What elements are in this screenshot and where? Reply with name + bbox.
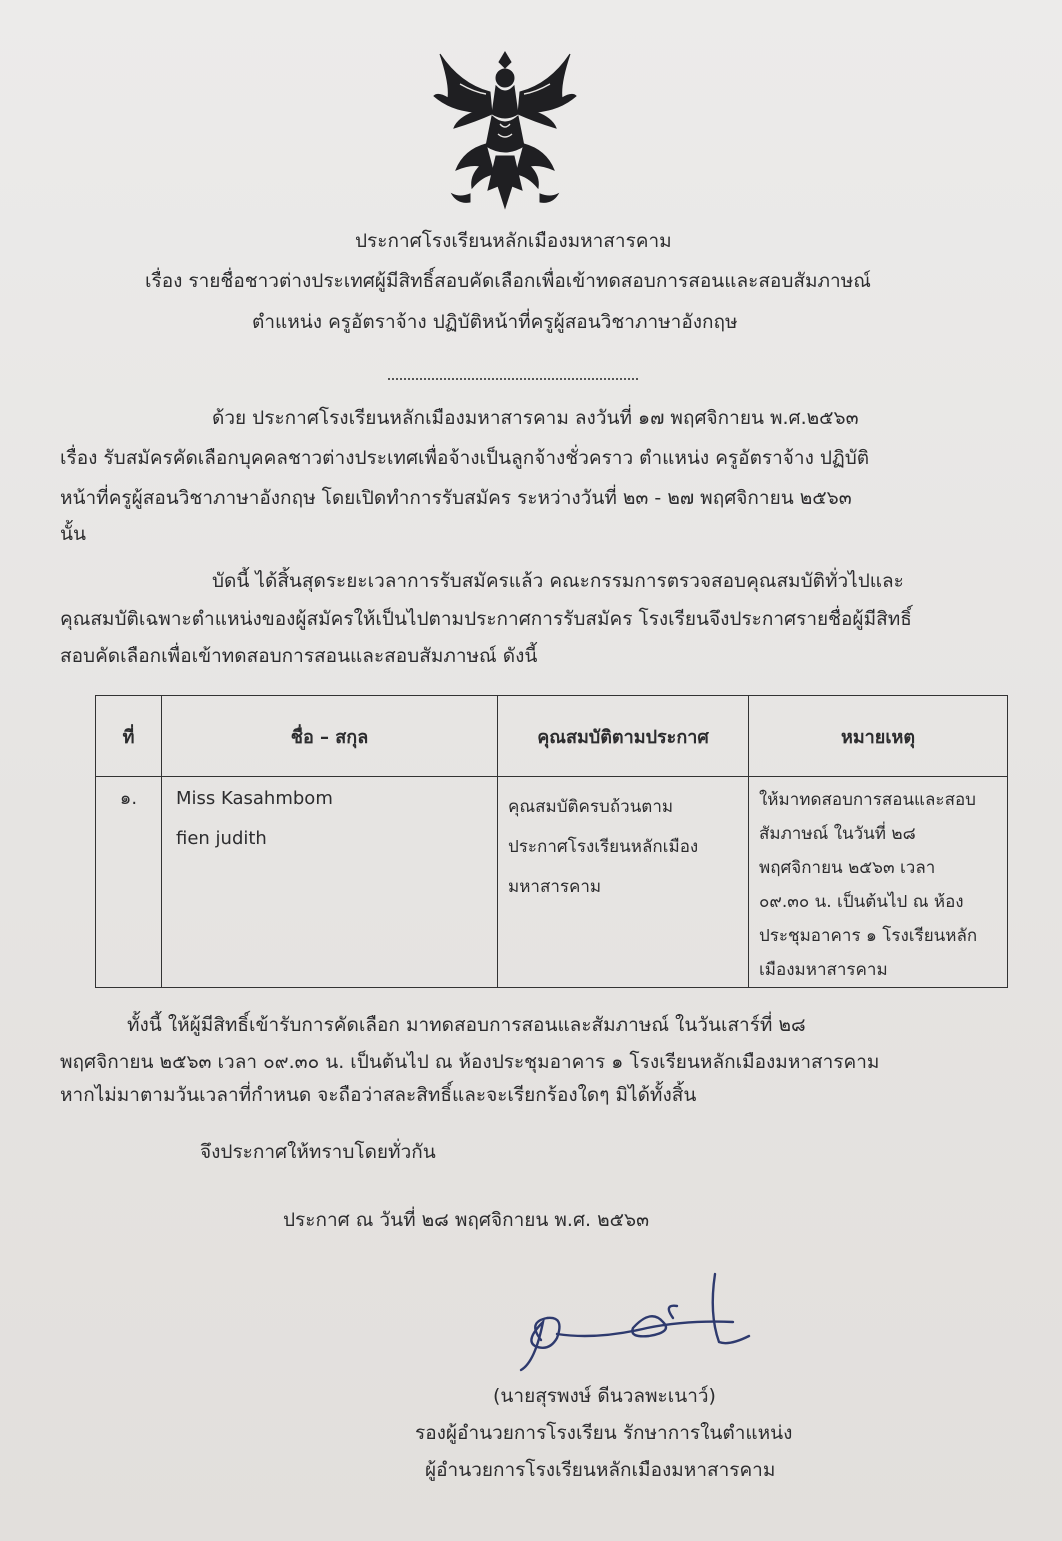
signer-title-1: รองผู้อำนวยการโรงเรียน รักษาการในตำแหน่ง [415,1422,793,1444]
remark-line-3: พฤศจิกายน ๒๕๖๓ เวลา [759,858,936,878]
row-name [162,777,498,988]
header-line-1: ประกาศโรงเรียนหลักเมืองมหาสารคาม [355,230,672,252]
paragraph-3-line-1: ทั้งนี้ ให้ผู้มีสิทธิ์เข้ารับการคัดเลือก มาทดสอบการสอนและสัมภาษณ์ ในวันเสาร์ที่ ๒๘ [127,1014,806,1036]
garuda-emblem-icon [430,44,580,216]
remark-line-4: ๐๙.๓๐ น. เป็นต้นไป ณ ห้อง [759,892,964,912]
header-remark: หมายเหตุ [749,696,1008,777]
header-qualification: คุณสมบัติตามประกาศ [498,696,749,777]
dotted-separator [388,378,638,380]
signer-name: (นายสุรพงษ์ ดีนวลพะเนาว์) [493,1385,716,1407]
paragraph-1-line-4: นั้น [60,523,86,545]
remark-line-5: ประชุมอาคาร ๑ โรงเรียนหลัก [759,926,978,946]
row-no: ๑. [96,777,162,988]
name-line-1: Miss Kasahmbom [176,788,333,809]
announce-date: ประกาศ ณ วันที่ ๒๘ พฤศจิกายน พ.ศ. ๒๕๖๓ [283,1209,650,1231]
remark-line-1: ให้มาทดสอบการสอนและสอบ [759,790,976,810]
name-line-2: fien judith [176,828,267,849]
table-header-row [96,696,1008,777]
paragraph-2-line-1: บัดนี้ ได้สิ้นสุดระยะเวลาการรับสมัครแล้ว คณะกรรมการตรวจสอบคุณสมบัติทั่วไปและ [212,570,904,592]
paragraph-1-line-3: หน้าที่ครูผู้สอนวิชาภาษาอังกฤษ โดยเปิดทำการรับสมัคร ระหว่างวันที่ ๒๓ - ๒๗ พฤศจิกายน ๒๕๖๓ [60,487,852,509]
header-line-2: เรื่อง รายชื่อชาวต่างประเทศผู้มีสิทธิ์สอบคัดเลือกเพื่อเข้าทดสอบการสอนและสอบสัมภาษณ์ [145,270,871,292]
qualification-line-1: คุณสมบัติครบถ้วนตาม [508,797,674,817]
row-remark [749,777,1008,988]
header-line-3: ตำแหน่ง ครูอัตราจ้าง ปฏิบัติหน้าที่ครูผู้สอนวิชาภาษาอังกฤษ [252,311,738,333]
qualification-line-2: ประกาศโรงเรียนหลักเมือง [508,837,699,857]
remark-line-2: สัมภาษณ์ ในวันที่ ๒๘ [759,824,916,844]
paragraph-2-line-2: คุณสมบัติเฉพาะตำแหน่งของผู้สมัครให้เป็นไปตามประกาศการรับสมัคร โรงเรียนจึงประกาศรายชื่อผู้มีสิทธิ์ [60,608,912,630]
signature-icon [505,1268,775,1380]
paragraph-1-line-2: เรื่อง รับสมัครคัดเลือกบุคคลชาวต่างประเทศเพื่อจ้างเป็นลูกจ้างชั่วคราว ตำแหน่ง ครูอัตราจ้าง ปฏิบัติ [60,447,870,469]
paragraph-3-line-2: พฤศจิกายน ๒๕๖๓ เวลา ๐๙.๓๐ น. เป็นต้นไป ณ ห้องประชุมอาคาร ๑ โรงเรียนหลักเมืองมหาสารคาม [60,1051,880,1073]
header-name: ชื่อ – สกุล [162,696,498,777]
announce-line: จึงประกาศให้ทราบโดยทั่วกัน [200,1141,436,1163]
qualification-line-3: มหาสารคาม [508,877,602,897]
table-row [96,777,1008,988]
paragraph-3-line-3: หากไม่มาตามวันเวลาที่กำหนด จะถือว่าสละสิทธิ์และจะเรียกร้องใดๆ มิได้ทั้งสิ้น [60,1084,697,1106]
remark-line-6: เมืองมหาสารคาม [759,960,888,980]
header-no: ที่ [96,696,162,777]
candidate-table [95,695,1008,988]
signer-title-2: ผู้อำนวยการโรงเรียนหลักเมืองมหาสารคาม [425,1459,776,1481]
paragraph-2-line-3: สอบคัดเลือกเพื่อเข้าทดสอบการสอนและสอบสัมภาษณ์ ดังนี้ [60,645,538,667]
paragraph-1-line-1: ด้วย ประกาศโรงเรียนหลักเมืองมหาสารคาม ลงวันที่ ๑๗ พฤศจิกายน พ.ศ.๒๕๖๓ [212,407,859,429]
row-qualification [498,777,749,988]
